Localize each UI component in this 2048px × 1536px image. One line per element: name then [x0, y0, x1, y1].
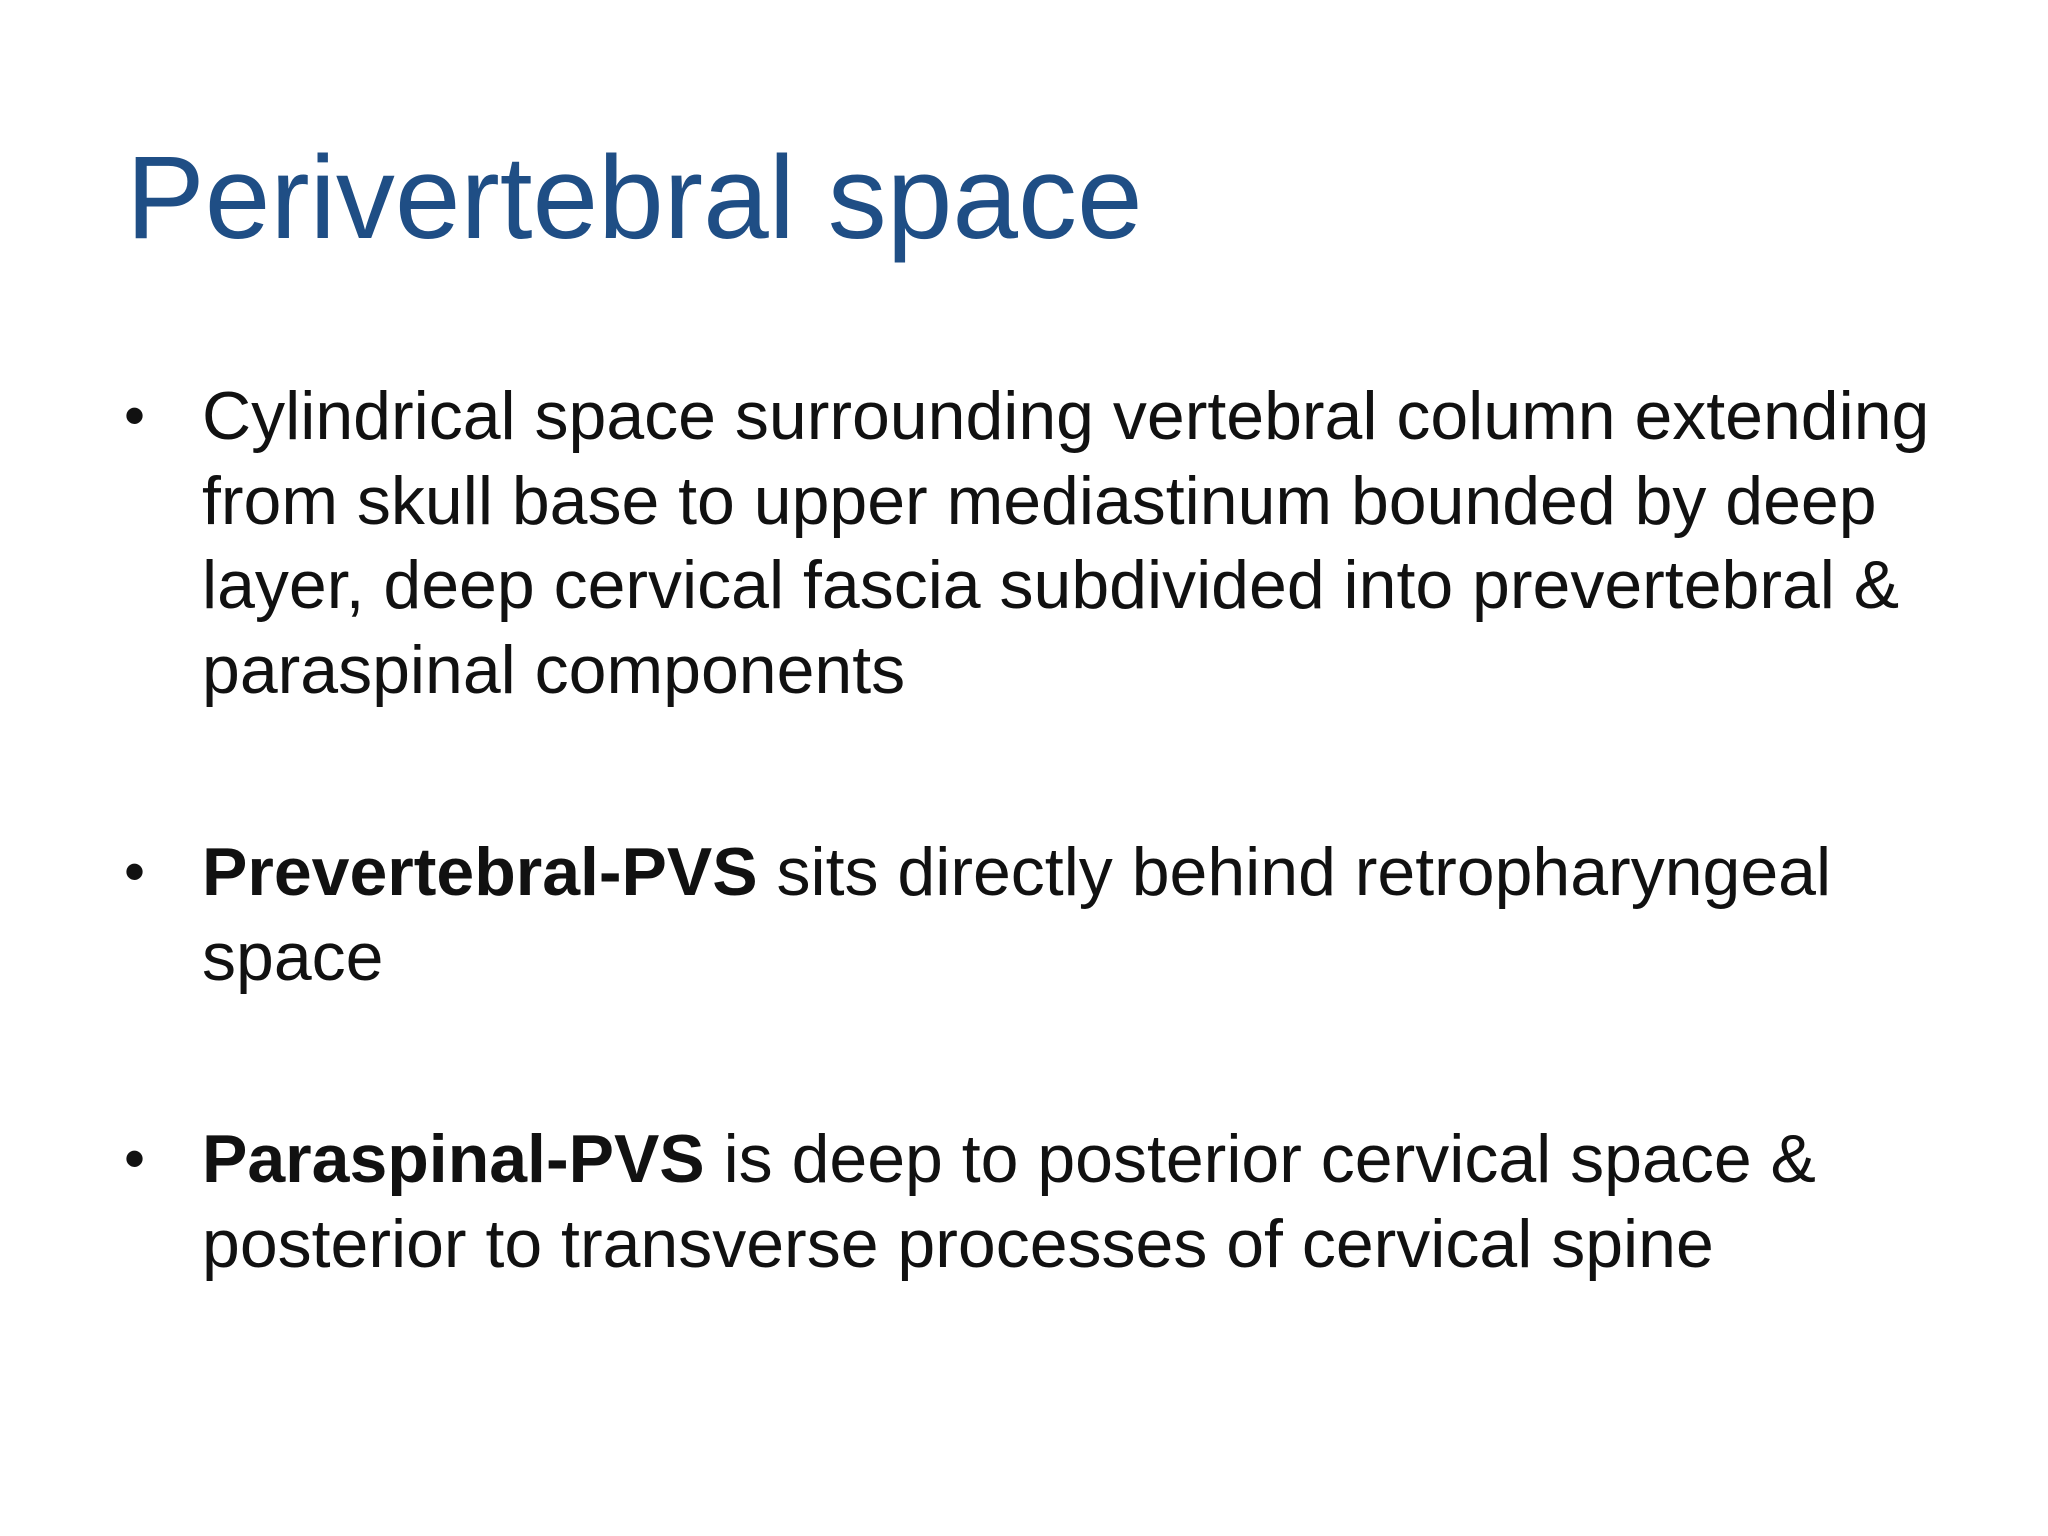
- bullet-term-prevertebral: Prevertebral-PVS: [202, 834, 758, 910]
- bullet-term-paraspinal: Paraspinal-PVS: [202, 1121, 705, 1197]
- bullet-text: is deep to posterior cervical space & posterior to transverse processes of cervical spine: [202, 1121, 1816, 1282]
- bullet-dot: •: [124, 838, 146, 905]
- bullet-item-paraspinal: [118, 1117, 1948, 1286]
- slide-title: Perivertebral space: [126, 132, 1143, 264]
- bullet-item-cylindrical-space: [118, 374, 1948, 712]
- bullet-text: sits directly behind retropharyngeal space: [202, 834, 1832, 995]
- bullet-item-prevertebral: [118, 830, 1948, 999]
- bullet-text: Cylindrical space surrounding vertebral column extending from skull base to upper mediastinum bounded by deep layer, deep cervical fascia subdivided into prevertebral & paraspinal components: [202, 378, 1930, 708]
- bullet-dot: •: [124, 382, 146, 449]
- bullet-dot: •: [124, 1125, 146, 1192]
- bullet-list: [118, 374, 1948, 1286]
